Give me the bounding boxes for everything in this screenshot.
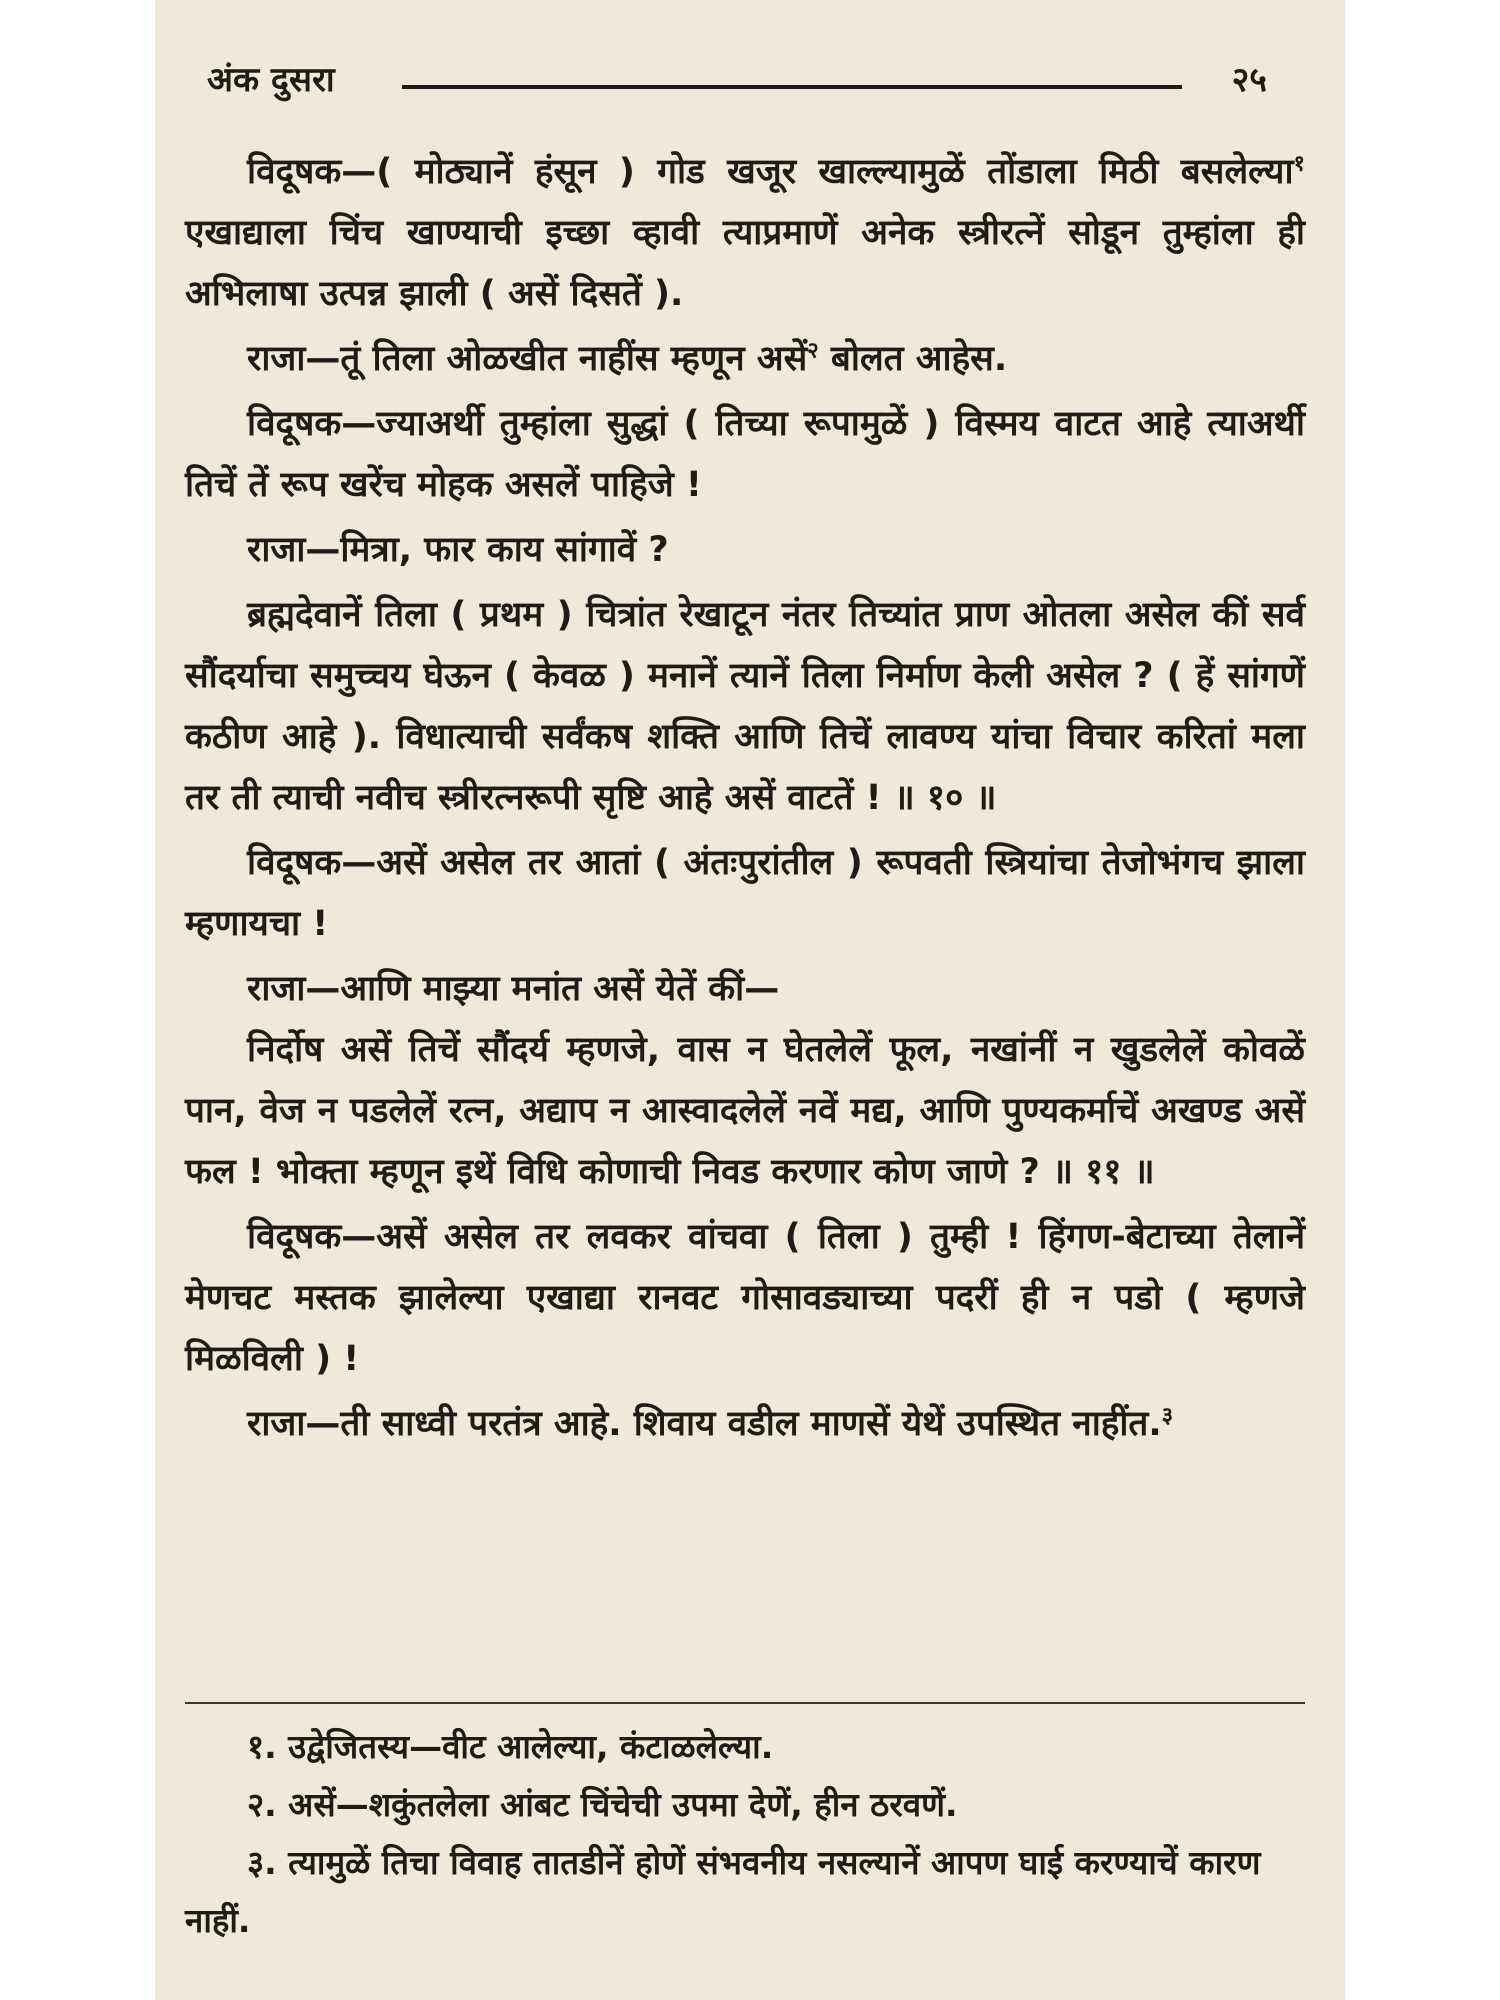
footnotes <box>185 1718 1305 1950</box>
footnote-mark: २ <box>807 338 819 364</box>
paragraph: विदूषक—असें असेल तर लवकर वांचवा ( तिला ) तुम्ही ! हिंगण-बेटाच्या तेलानें मेणचट मस्तक झालेल्या एखाद्या रानवट गोसावड्याच्या पदरीं ही न पडो ( म्हणजे मिळविली ) ! <box>185 1217 1305 1379</box>
paragraph: विदूषक—ज्याअर्थी तुम्हांला सुद्धां ( तिच्या रूपामुळें ) विस्मय वाटत आहे त्याअर्थी तिचें तें रूप खरेंच मोहक असलें पाहिजे ! <box>185 404 1305 505</box>
header-rule <box>402 85 1182 89</box>
footnote-mark: १ <box>1293 151 1305 177</box>
paragraph: विदूषक—( मोठ्यानें हंसून ) गोड खजूर खाल्ल्यामुळें तोंडाला मिठी बसलेल्या$^१$ एखाद्याला चिंच खाण्याची इच्छा व्हावी त्याप्रमाणें अनेक स्त्रीरत्नें सोडून तुम्हांला ही अभिलाषा उत्पन्न झाली ( असें दिसतें ). <box>185 151 1305 314</box>
page-number: २५ <box>1231 60 1267 100</box>
paragraph: राजा—ती साध्वी परतंत्र आहे. शिवाय वडील माणसें येथें उपस्थित नाहींत.$^३$ <box>247 1403 1174 1444</box>
paragraph: विदूषक—असें असेल तर आतां ( अंतःपुरांतील ) रूपवती स्त्रियांचा तेजोभंगच झाला म्हणायचा ! <box>185 843 1305 944</box>
verse-10: ब्रह्मदेवानें तिला ( प्रथम ) चित्रांत रेखाटून नंतर तिच्यांत प्राण ओतला असेल कीं सर्व सौंदर्याचा समुच्चय घेऊन ( केवळ ) मनानें त्यानें तिला निर्माण केली असेल ? ( हें सांगणें कठीण आहे ). विधात्याची सर्वंकष शक्ति आणि तिचें लावण्य यांचा विचार करितां मला तर ती त्याची नवीच स्त्रीरत्नरूपी सृष्टि आहे असें वाटतें ! ॥ १० ॥ <box>185 595 1305 818</box>
footnote-3: ३. त्यामुळें तिचा विवाह तातडीनें होणें संभवनीय नसल्यानें आपण घाई करण्याचें कारण नाहीं. <box>185 1843 1261 1940</box>
footnote-1: १. उद्वेजितस्य—वीट आलेल्या, कंटाळलेल्या. <box>247 1727 774 1766</box>
running-header <box>207 55 1307 115</box>
page-body <box>185 142 1305 1459</box>
paragraph: राजा—तूं तिला ओळखीत नाहींस म्हणून असें$^२$ बोलत आहेस. <box>247 338 1008 379</box>
book-page <box>155 0 1345 2000</box>
chapter-title: अंक दुसरा <box>207 60 335 100</box>
paragraph: राजा—आणि माझ्या मनांत असें येतें कीं— <box>247 969 780 1009</box>
paragraph: राजा—मित्रा, फार काय सांगावें ? <box>247 530 669 570</box>
verse-11: निर्दोष असें तिचें सौंदर्य म्हणजे, वास न घेतलेलें फूल, नखांनीं न खुडलेलें कोवळें पान, वेज न पडलेलें रत्न, अद्याप न आस्वादलेलें नवें मद्य, आणि पुण्यकर्माचें अखण्ड असें फल ! भोक्ता म्हणून इथें विधि कोणाची निवड करणार कोण जाणे ? ॥ ११ ॥ <box>185 1030 1305 1192</box>
footnote-2: २. असें—शकुंतलेला आंबट चिंचेची उपमा देणें, हीन ठरवणें. <box>247 1785 958 1824</box>
footnote-mark: ३ <box>1161 1403 1174 1429</box>
footnote-rule <box>185 1702 1305 1704</box>
